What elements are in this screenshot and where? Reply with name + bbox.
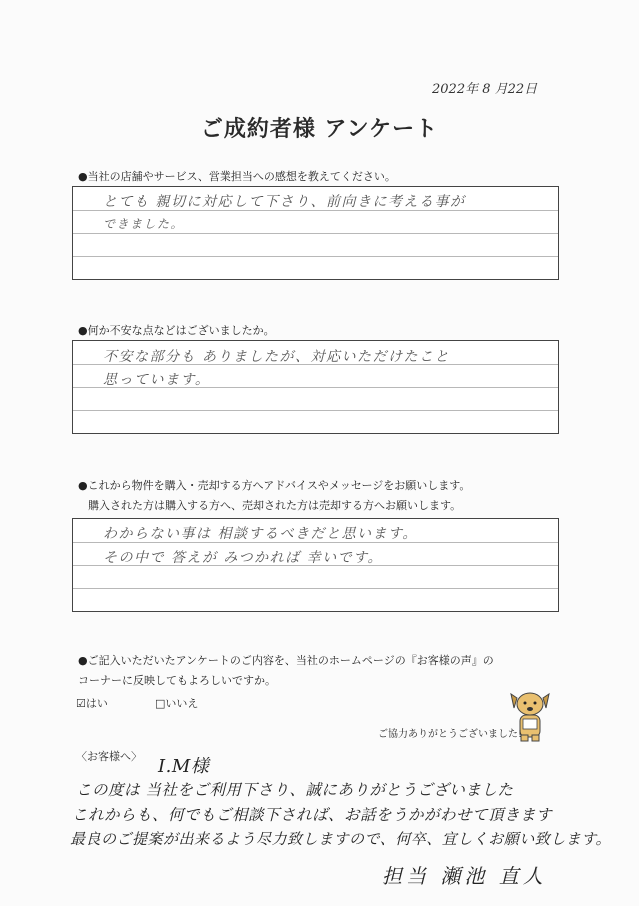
answer-1-line-1: とても 親切に対応して下さり、前向きに考える事が — [103, 194, 466, 210]
answer-3-line-1: わからない事は 相談するべきだと思います。 — [103, 526, 418, 542]
option-yes-checkbox[interactable]: ☑はい — [76, 697, 108, 710]
question-3-line-1: ●これから物件を購入・売却する方へアドバイスやメッセージをお願いします。 — [78, 479, 471, 492]
customer-message-line-1: この度は 当社をご利用下さり、誠にありがとうございました — [76, 781, 514, 799]
staff-signature: 担当 瀬池 直人 — [382, 864, 547, 888]
answer-box-1 — [72, 186, 559, 280]
answer-1-line-2: できました。 — [103, 217, 185, 231]
customer-message-line-2: これからも、何でもご相談下されば、お話をうかがわせて頂きます — [72, 806, 553, 824]
answer-2-line-1: 不安な部分も ありましたが、対応いただけたこと — [103, 349, 450, 365]
survey-date: 2022年 8 月22日 — [432, 82, 538, 97]
option-no-checkbox[interactable]: □いいえ — [155, 697, 199, 710]
customer-section-label: 〈お客様へ〉 — [76, 750, 142, 763]
thanks-message: ご協力ありがとうございました! — [378, 729, 523, 740]
question-1: ●当社の店舗やサービス、営業担当への感想を教えてください。 — [78, 170, 396, 183]
answer-box-2 — [72, 340, 559, 434]
customer-message-line-3: 最良のご提案が出来るよう尽力致しますので、何卒、宜しくお願い致します。 — [70, 830, 612, 848]
answer-box-3 — [72, 518, 559, 612]
page-title: ご成約者様 アンケート — [200, 117, 439, 142]
answer-3-line-2: その中で 答えが みつかれば 幸いです。 — [103, 550, 383, 566]
customer-name: I.M様 — [158, 756, 210, 777]
question-3-line-2: 購入された方は購入する方へ、売却された方は売却する方へお願いします。 — [88, 499, 462, 512]
question-4-line-1: ●ご記入いただいたアンケートのご内容を、当社のホームページの『お客様の声』の — [78, 654, 494, 667]
question-2: ●何か不安な点などはございましたか。 — [78, 324, 275, 337]
answer-2-line-2: 思っています。 — [103, 372, 211, 388]
question-4-line-2: コーナーに反映してもよろしいですか。 — [78, 674, 276, 687]
